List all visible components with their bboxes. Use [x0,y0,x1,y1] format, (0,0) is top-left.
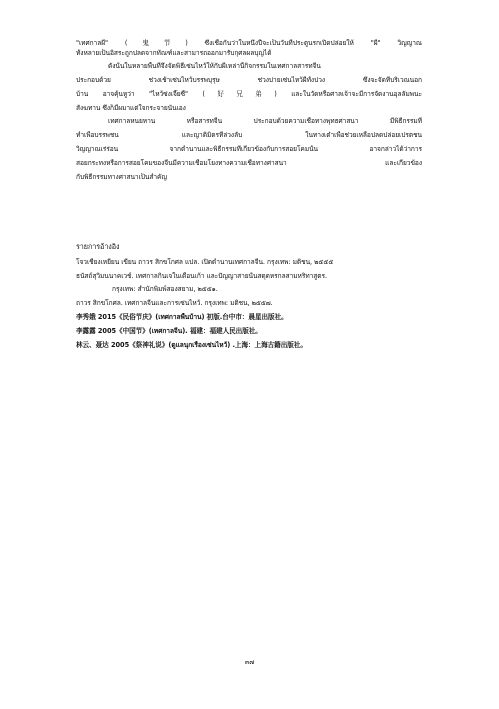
paragraph-3-line-2: ทำเพื่อบรรพชน และญาติมิตรที่ล่วงลับ ในทางเต๋าเพื่อช่วยเหลือปลดปล่อยเปรตชน [76,131,422,139]
paragraph-3-line-4: สอยกระทงหรือการสอยโคมของจีนมีความเชื่อมโยงทางความเชื่อทางศาสนา และเกี่ยวข้อง [76,159,422,167]
paragraph-1-line-2: ทั้งหลายเป็นอิสระถูกปลดจากทัณฑ์และสามารถออกมารับกุศลผลบุญได้ [76,49,272,57]
reference-entry: 林云、聂达 2005《祭神礼说》(ดูแลนุกเรื่องเซ่นไหว้) .上海：上海古籍出版社。 [76,341,307,349]
reference-entry: โจวเชี่ยงเหยียน เขียน ถาวร สิกขโกศล แปล. เปิดตำนานเทศกาลจีน. กรุงเทพ: มติชน, ๒๕๕๕ [76,258,334,266]
paragraph-1-line-1: "เทศกาลผี" (鬼节) ซึ่งเชื่อกันว่าในหนึ่งปีจะเป็นวันที่ประตูนรกเปิดปล่อยให้ "ผี" วิญญาณ [76,39,422,47]
paragraph-2-line-3: บ้าน อาจคุ้นหูว่า "ไหว้ซ่งเจี๊ยซี้" (好兄弟) และในวัดหรือศาลเจ้าจะมีการจัดงานอุลลัมพนะ [76,90,422,98]
reference-entry-continuation: กรุงเทพ: สำนักพิมพ์สองสยาม, ๒๕๕๑. [112,285,218,293]
paragraph-2-line-2: ประกอบด้วย ช่วงเช้าเซ่นไหว้บรรพบุรุษ ช่วงบ่ายเซ่นไหว้ผีทั้งปวง ซึ่งจะจัดที่บริเวณนอก [76,76,422,84]
page-number: ๓๗ [244,658,255,666]
paragraph-2-line-4: สังฆทาน ซึ่งก็มีผมาแต่ใจกระจายนั่นเอง [76,104,186,112]
paragraph-3-line-3: วิญญาณเร่ร่อน จากตำนานและพิธีกรรมที่เกี่ยวข้องกับการสอยโคมนั้น อาจกล่าวได้ว่าการ [76,145,422,153]
reference-entry: 李秀娥 2015《民俗节庆》(เทศกาลพื้นบ้าน) 初版.台中市：晨星出版社。 [76,313,288,321]
references-heading: รายการอ้างอิง [76,242,120,251]
reference-entry: 李露露 2005《中国节》(เทศกาลจีน). 福建：福建人民出版社。 [76,327,262,335]
paragraph-2-line-1: ดังนั้นในหลายพื้นที่จึงจัดพิธีเซ่นไหว้ให้กับผีเหล่านี้กิจกรรมในเทศกาลสารทจีน [108,62,321,70]
paragraph-3-line-1: เทศกาลหนยหาน หรือสารทจีน ประกอบด้วยความเชื่อทางพุทธศาสนา มีพิธีกรรมที่ [108,117,422,125]
paragraph-3-line-5: กับพิธีกรรมทางศาสนาเป็นสำคัญ [76,173,167,181]
reference-entry: ถาวร สิกขโกศล. เทศกาลจีนและการเซ่นไหว้. กรุงเทพ: มติชน, ๒๕๕๗. [76,299,273,307]
reference-entry: ธนัสถ์สุวิมนนาคเวช์. เทศกาลกินเจในเดือนเก้า และปัญญาสายนั้นสดุดหรกลสามหริทาสูตร. [76,272,328,280]
